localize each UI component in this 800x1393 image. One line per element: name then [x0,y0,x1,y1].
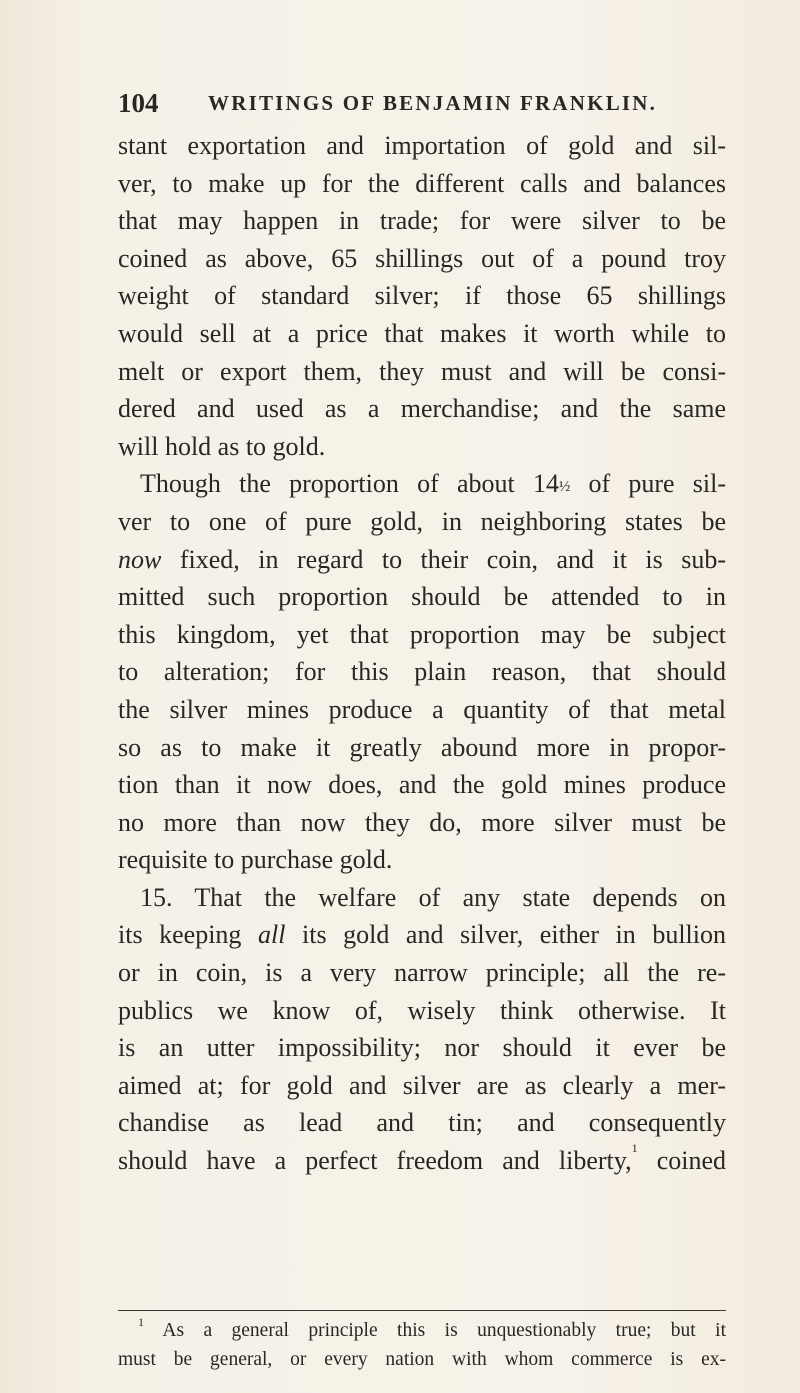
text-line: or in coin, is a very narrow principle; all the re- [118,958,726,988]
text-fragment: its gold and silver, either in bullion [302,920,727,950]
text-line: mitted such proportion should be attended to in [118,582,726,612]
text-fragment: Though the proportion of about 14 [140,469,559,499]
footnote-reference[interactable]: 1 [631,1141,638,1156]
text-line-with-italic [118,916,726,954]
text-line: 15. That the welfare of any state depends on [140,882,726,912]
text-line: to alteration; for this plain reason, that should [118,657,726,687]
page-header [118,88,728,118]
text-fragment: its keeping [118,920,242,950]
text-line: weight of standard silver; if those 65 shillings [118,281,726,311]
text-line-with-fraction [118,465,726,503]
text-fragment: fixed, in regard to their coin, and it is sub- [179,544,727,574]
text-line: so as to make it greatly abound more in propor- [118,732,726,762]
text-line: this kingdom, yet that proportion may be subject [118,619,726,649]
text-line: requisite to purchase gold. [118,845,393,875]
text-line: aimed at; for gold and silver are as clearly a mer- [118,1070,726,1100]
text-line: dered and used as a merchandise; and the same [118,394,726,424]
text-line-with-italic [118,541,726,579]
text-line: no more than now they do, more silver must be [118,807,726,837]
footnote-text: As a general principle this is unquestionably true; but it [162,1320,726,1341]
italic-word: all [258,920,286,950]
footnote-divider [118,1310,726,1311]
footnotes [118,1316,726,1374]
text-line: ver to one of pure gold, in neighboring states be [118,506,726,536]
running-head: WRITINGS OF BENJAMIN FRANKLIN. [208,91,658,115]
text-line: will hold as to gold. [118,431,326,461]
body-text [118,127,726,1180]
page-number: 104 [118,88,159,118]
text-line: the silver mines produce a quantity of that metal [118,694,726,724]
text-line: stant exportation and importation of gold and sil- [118,131,726,160]
text-line: that may happen in trade; for were silver to be [118,206,726,236]
text-line: melt or export them, they must and will be consi- [118,356,726,386]
footnote-line [118,1316,726,1345]
text-fragment: of pure sil- [588,469,726,499]
text-line-with-footnote-ref [118,1142,726,1180]
text-line: tion than it now does, and the gold mines produce [118,770,726,800]
text-line: ver, to make up for the different calls and balances [118,168,726,198]
italic-word: now [118,544,162,574]
text-line: would sell at a price that makes it worth while to [118,318,726,348]
text-line: is an utter impossibility; nor should it ever be [118,1033,726,1063]
text-line: coined as above, 65 shillings out of a pound troy [118,243,726,273]
text-line: publics we know of, wisely think otherwise. It [118,995,726,1025]
text-line: chandise as lead and tin; and consequently [118,1108,726,1138]
text-fragment: should have a perfect freedom and liberty, [118,1146,632,1176]
fraction: ½ [558,479,571,496]
footnote-marker: 1 [138,1315,144,1329]
text-fragment: coined [656,1146,727,1176]
footnote-line: must be general, or every nation with whom commerce is ex- [118,1349,726,1370]
